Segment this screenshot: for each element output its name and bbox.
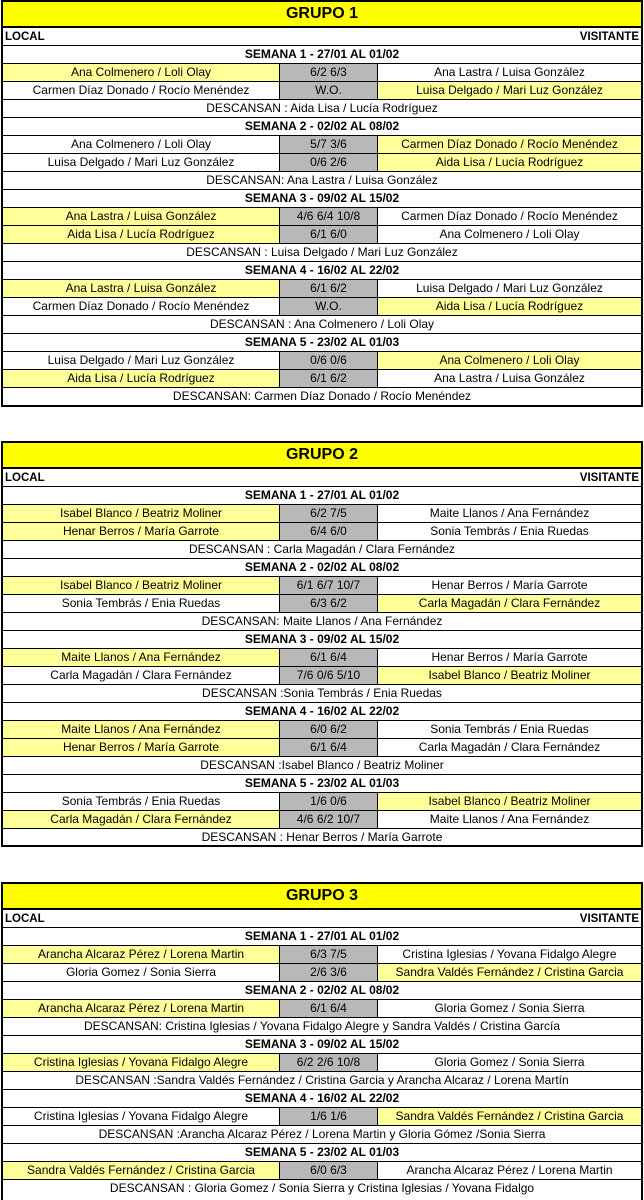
local-team: Ana Lastra / Luisa González bbox=[3, 280, 280, 297]
local-team: Henar Berros / María Garrote bbox=[3, 739, 280, 756]
week-header: SEMANA 2 - 02/02 AL 08/02 bbox=[3, 118, 641, 136]
local-team: Carmen Díaz Donado / Rocío Menéndez bbox=[3, 298, 280, 315]
resting-teams: DESCANSAN : Carla Magadán / Clara Fernández bbox=[3, 541, 641, 559]
resting-teams: DESCANSAN :Sonia Tembrás / Enia Ruedas bbox=[3, 685, 641, 703]
match-result: W.O. bbox=[280, 82, 378, 99]
local-header: LOCAL bbox=[5, 471, 45, 484]
week-header: SEMANA 1 - 27/01 AL 01/02 bbox=[3, 46, 641, 64]
week-header: SEMANA 4 - 16/02 AL 22/02 bbox=[3, 703, 641, 721]
visitante-header: VISITANTE bbox=[579, 912, 639, 925]
match-row bbox=[3, 811, 641, 829]
local-team: Isabel Blanco / Beatriz Moliner bbox=[3, 577, 280, 594]
week-header: SEMANA 2 - 02/02 AL 08/02 bbox=[3, 982, 641, 1000]
resting-teams: DESCANSAN : Luisa Delgado / Mari Luz González bbox=[3, 244, 641, 262]
match-row bbox=[3, 298, 641, 316]
visiting-team: Ana Lastra / Luisa González bbox=[434, 371, 585, 385]
visiting-team: Aida Lisa / Lucía Rodríguez bbox=[378, 154, 641, 171]
visiting-team: Isabel Blanco / Beatriz Moliner bbox=[378, 793, 641, 810]
local-team: Sandra Valdés Fernández / Cristina Garcia bbox=[3, 1162, 280, 1179]
match-row bbox=[3, 793, 641, 811]
visiting-team: Sandra Valdés Fernández / Cristina Garcia bbox=[378, 964, 641, 981]
local-team: Carla Magadán / Clara Fernández bbox=[3, 811, 280, 828]
match-row bbox=[3, 1162, 641, 1180]
visiting-team: Ana Colmenero / Loli Olay bbox=[378, 352, 641, 369]
group-title: GRUPO 2 bbox=[3, 443, 641, 469]
week-header: SEMANA 5 - 23/02 AL 01/03 bbox=[3, 1144, 641, 1162]
visiting-team: Aida Lisa / Lucía Rodríguez bbox=[378, 298, 641, 315]
match-result: 5/7 3/6 bbox=[280, 136, 378, 153]
local-team: Arancha Alcaraz Pérez / Lorena Martin bbox=[3, 1000, 280, 1017]
local-team: Luisa Delgado / Mari Luz González bbox=[3, 154, 280, 171]
match-result: 6/1 6/0 bbox=[280, 226, 378, 243]
match-row bbox=[3, 64, 641, 82]
match-result: 2/6 3/6 bbox=[280, 964, 378, 981]
group-3-table bbox=[1, 882, 643, 1200]
match-result: 6/1 6/4 bbox=[280, 739, 378, 756]
match-result: 1/6 1/6 bbox=[280, 1108, 378, 1125]
match-row bbox=[3, 208, 641, 226]
match-row bbox=[3, 523, 641, 541]
match-result: 6/1 6/7 10/7 bbox=[280, 577, 378, 594]
local-team: Arancha Alcaraz Pérez / Lorena Martin bbox=[3, 946, 280, 963]
resting-teams: DESCANSAN: Cristina Iglesias / Yovana Fidalgo Alegre y Sandra Valdés / Cristina García bbox=[3, 1018, 641, 1036]
match-result: 6/1 6/2 bbox=[280, 370, 378, 387]
local-team: Aida Lisa / Lucía Rodríguez bbox=[3, 226, 280, 243]
visitante-header: VISITANTE bbox=[579, 30, 639, 43]
week-header: SEMANA 2 - 02/02 AL 08/02 bbox=[3, 559, 641, 577]
local-team: Maite Llanos / Ana Fernández bbox=[3, 649, 280, 666]
match-row bbox=[3, 226, 641, 244]
match-result: 6/2 7/5 bbox=[280, 505, 378, 522]
match-result: 6/2 2/6 10/8 bbox=[280, 1054, 378, 1071]
match-result: 4/6 6/2 10/7 bbox=[280, 811, 378, 828]
visiting-team: Gloria Gomez / Sonia Sierra bbox=[434, 1001, 585, 1015]
match-row bbox=[3, 649, 641, 667]
visiting-team: Sonia Tembrás / Enia Ruedas bbox=[430, 524, 589, 538]
match-result: 7/6 0/6 5/10 bbox=[280, 667, 378, 684]
match-result: 6/0 6/3 bbox=[280, 1162, 378, 1179]
local-team: Luisa Delgado / Mari Luz González bbox=[3, 352, 280, 369]
local-team: Maite Llanos / Ana Fernández bbox=[3, 721, 280, 738]
local-header: LOCAL bbox=[5, 30, 45, 43]
week-header: SEMANA 3 - 09/02 AL 15/02 bbox=[3, 1036, 641, 1054]
local-team: Carla Magadán / Clara Fernández bbox=[3, 667, 280, 684]
resting-teams: DESCANSAN : Aida Lisa / Lucía Rodríguez bbox=[3, 100, 641, 118]
match-result: 6/3 7/5 bbox=[280, 946, 378, 963]
group-2-table bbox=[1, 441, 643, 847]
visiting-team: Ana Lastra / Luisa González bbox=[434, 65, 585, 79]
visiting-team: Carla Magadán / Clara Fernández bbox=[418, 740, 601, 754]
match-result: 6/3 6/2 bbox=[280, 595, 378, 612]
column-header-row bbox=[3, 910, 641, 928]
visiting-team: Luisa Delgado / Mari Luz González bbox=[416, 281, 603, 295]
match-result: 6/1 6/2 bbox=[280, 280, 378, 297]
local-team: Carmen Díaz Donado / Rocío Menéndez bbox=[3, 82, 280, 99]
match-row bbox=[3, 1108, 641, 1126]
match-result: 6/4 6/0 bbox=[280, 523, 378, 540]
match-row bbox=[3, 1054, 641, 1072]
match-result: 0/6 2/6 bbox=[280, 154, 378, 171]
match-row bbox=[3, 721, 641, 739]
column-header-row bbox=[3, 469, 641, 487]
group-title: GRUPO 1 bbox=[3, 2, 641, 28]
visiting-team: Henar Berros / María Garrote bbox=[431, 650, 588, 664]
week-header: SEMANA 3 - 09/02 AL 15/02 bbox=[3, 631, 641, 649]
match-row bbox=[3, 577, 641, 595]
visiting-team: Gloria Gomez / Sonia Sierra bbox=[434, 1055, 585, 1069]
visiting-team: Sandra Valdés Fernández / Cristina Garcia bbox=[378, 1108, 641, 1125]
resting-teams: DESCANSAN :Isabel Blanco / Beatriz Moliner bbox=[3, 757, 641, 775]
match-row bbox=[3, 739, 641, 757]
match-row bbox=[3, 505, 641, 523]
local-team: Ana Colmenero / Loli Olay bbox=[3, 64, 280, 81]
resting-teams: DESCANSAN : Gloria Gomez / Sonia Sierra y Cristina Iglesias / Yovana Fidalgo bbox=[109, 1181, 535, 1195]
match-result: W.O. bbox=[280, 298, 378, 315]
week-header: SEMANA 4 - 16/02 AL 22/02 bbox=[3, 262, 641, 280]
resting-teams: DESCANSAN :Sandra Valdés Fernández / Cristina Garcia y Arancha Alcaraz / Lorena Martín bbox=[3, 1072, 641, 1090]
match-row bbox=[3, 1000, 641, 1018]
local-team: Cristina Iglesias / Yovana Fidalgo Alegre bbox=[3, 1054, 280, 1071]
week-header: SEMANA 1 - 27/01 AL 01/02 bbox=[3, 928, 641, 946]
week-header: SEMANA 3 - 09/02 AL 15/02 bbox=[3, 190, 641, 208]
resting-teams: DESCANSAN : Henar Berros / María Garrote bbox=[201, 830, 443, 844]
match-row bbox=[3, 136, 641, 154]
match-row bbox=[3, 154, 641, 172]
match-result: 6/2 6/3 bbox=[280, 64, 378, 81]
group-1-table bbox=[1, 0, 643, 407]
match-result: 0/6 0/6 bbox=[280, 352, 378, 369]
visiting-team: Sonia Tembrás / Enia Ruedas bbox=[430, 722, 589, 736]
local-team: Cristina Iglesias / Yovana Fidalgo Alegre bbox=[3, 1108, 280, 1125]
resting-teams: DESCANSAN: Carmen Díaz Donado / Rocío Menéndez bbox=[172, 389, 472, 403]
visiting-team: Ana Colmenero / Loli Olay bbox=[439, 227, 580, 241]
resting-teams: DESCANSAN: Maite Llanos / Ana Fernández bbox=[3, 613, 641, 631]
week-header: SEMANA 5 - 23/02 AL 01/03 bbox=[3, 775, 641, 793]
match-row bbox=[3, 667, 641, 685]
local-team: Henar Berros / María Garrote bbox=[3, 523, 280, 540]
resting-teams: DESCANSAN : Ana Colmenero / Loli Olay bbox=[3, 316, 641, 334]
local-team: Ana Colmenero / Loli Olay bbox=[3, 136, 280, 153]
visiting-team: Carmen Díaz Donado / Rocío Menéndez bbox=[401, 209, 618, 223]
week-header: SEMANA 1 - 27/01 AL 01/02 bbox=[3, 487, 641, 505]
column-header-row bbox=[3, 28, 641, 46]
week-header: SEMANA 4 - 16/02 AL 22/02 bbox=[3, 1090, 641, 1108]
match-row bbox=[3, 595, 641, 613]
local-team: Sonia Tembrás / Enia Ruedas bbox=[3, 595, 280, 612]
local-header: LOCAL bbox=[5, 912, 45, 925]
match-result: 6/1 6/4 bbox=[280, 1000, 378, 1017]
resting-teams: DESCANSAN :Arancha Alcaraz Pérez / Lorena Martin y Gloria Gómez /Sonia Sierra bbox=[3, 1126, 641, 1144]
local-team: Aida Lisa / Lucía Rodríguez bbox=[3, 370, 280, 387]
visiting-team: Maite Llanos / Ana Fernández bbox=[429, 812, 590, 826]
visiting-team: Arancha Alcaraz Pérez / Lorena Martin bbox=[406, 1163, 613, 1177]
visiting-team: Henar Berros / María Garrote bbox=[431, 578, 588, 592]
local-team: Isabel Blanco / Beatriz Moliner bbox=[3, 505, 280, 522]
local-team: Ana Lastra / Luisa González bbox=[3, 208, 280, 225]
local-team: Sonia Tembrás / Enia Ruedas bbox=[3, 793, 280, 810]
week-header: SEMANA 5 - 23/02 AL 01/03 bbox=[3, 334, 641, 352]
local-team: Gloria Gomez / Sonia Sierra bbox=[3, 964, 280, 981]
match-row bbox=[3, 280, 641, 298]
visiting-team: Carmen Díaz Donado / Rocío Menéndez bbox=[378, 136, 641, 153]
visiting-team: Carla Magadán / Clara Fernández bbox=[378, 595, 641, 612]
match-row bbox=[3, 82, 641, 100]
visiting-team: Luisa Delgado / Mari Luz González bbox=[378, 82, 641, 99]
group-title: GRUPO 3 bbox=[3, 884, 641, 910]
match-row bbox=[3, 964, 641, 982]
match-row bbox=[3, 946, 641, 964]
resting-teams: DESCANSAN: Ana Lastra / Luisa González bbox=[3, 172, 641, 190]
match-result: 1/6 0/6 bbox=[280, 793, 378, 810]
visiting-team: Isabel Blanco / Beatriz Moliner bbox=[378, 667, 641, 684]
match-row bbox=[3, 370, 641, 388]
match-result: 6/1 6/4 bbox=[280, 649, 378, 666]
visiting-team: Cristina Iglesias / Yovana Fidalgo Alegre bbox=[402, 947, 617, 961]
match-result: 6/0 6/2 bbox=[280, 721, 378, 738]
match-result: 4/6 6/4 10/8 bbox=[280, 208, 378, 225]
visitante-header: VISITANTE bbox=[579, 471, 639, 484]
match-row bbox=[3, 352, 641, 370]
visiting-team: Maite Llanos / Ana Fernández bbox=[429, 506, 590, 520]
